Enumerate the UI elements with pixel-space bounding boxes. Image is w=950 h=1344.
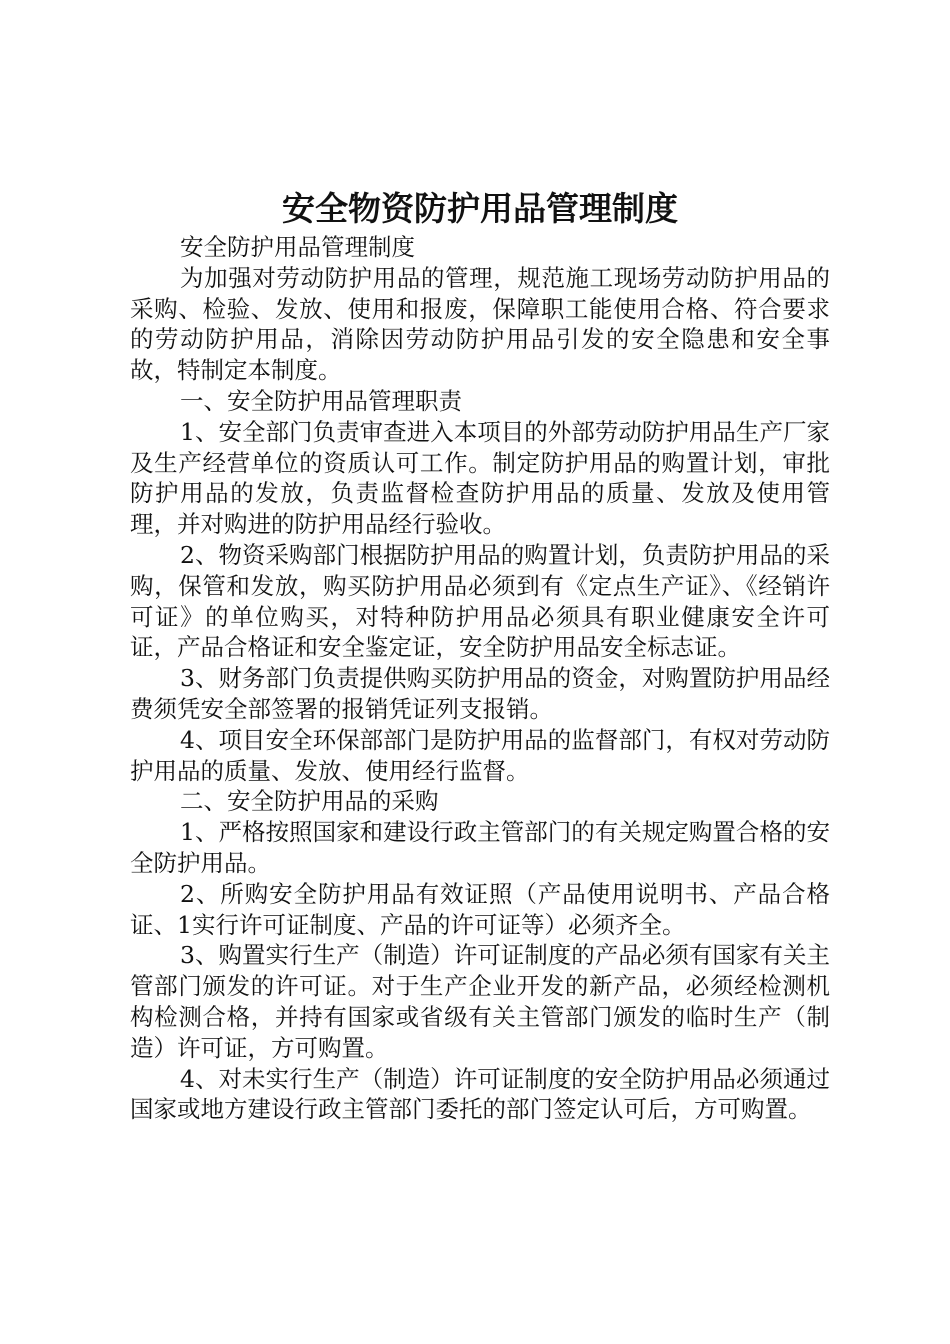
paragraph-responsibility-1: 1、安全部门负责审查进入本项目的外部劳动防护用品生产厂家及生产经营单位的资质认可工作。制定防护用品的购置计划，审批防护用品的发放，负责监督检查防护用品的质量、发放及使用管理，并对购进的防护用品经行验收。 (130, 417, 830, 539)
paragraph-procurement-4: 4、对未实行生产（制造）许可证制度的安全防护用品必须通过国家或地方建设行政主管部门委托的部门签定认可后，方可购置。 (130, 1064, 830, 1124)
paragraph-responsibility-3: 3、财务部门负责提供购买防护用品的资金，对购置防护用品经费须凭安全部签署的报销凭证列支报销。 (130, 664, 830, 723)
paragraph-procurement-1: 1、严格按照国家和建设行政主管部门的有关规定购置合格的安全防护用品。 (130, 818, 830, 877)
paragraph-procurement-3: 3、购置实行生产（制造）许可证制度的产品必须有国家有关主管部门颁发的许可证。对于生产企业开发的新产品，必须经检测机构检测合格，并持有国家或省级有关主管部门颁发的临时生产（制造）许可证，方可购置。 (130, 941, 830, 1062)
paragraph-subtitle: 安全防护用品管理制度 (180, 233, 415, 261)
section-heading-responsibilities: 一、安全防护用品管理职责 (180, 386, 462, 415)
section-heading-procurement: 二、安全防护用品的采购 (180, 787, 439, 816)
paragraph-responsibility-2: 2、物资采购部门根据防护用品的购置计划，负责防护用品的采购，保管和发放，购买防护用品必须到有《定点生产证》、《经销许可证》的单位购买，对特种防护用品必须具有职业健康安全许可证，产品合格证和安全鉴定证，安全防护用品安全标志证。 (130, 540, 830, 662)
paragraph-intro: 为加强对劳动防护用品的管理，规范施工现场劳动防护用品的采购、检验、发放、使用和报废，保障职工能使用合格、符合要求的劳动防护用品，消除因劳动防护用品引发的安全隐患和安全事故，特制定本制度。 (130, 263, 830, 385)
document-body (130, 232, 830, 1125)
paragraph-responsibility-4: 4、项目安全环保部部门是防护用品的监督部门，有权对劳动防护用品的质量、发放、使用经行监督。 (130, 725, 830, 785)
paragraph-procurement-2: 2、所购安全防护用品有效证照（产品使用说明书、产品合格证、1实行许可证制度、产品的许可证等）必须齐全。 (130, 879, 830, 939)
document-title: 安全物资防护用品管理制度 (282, 189, 678, 228)
